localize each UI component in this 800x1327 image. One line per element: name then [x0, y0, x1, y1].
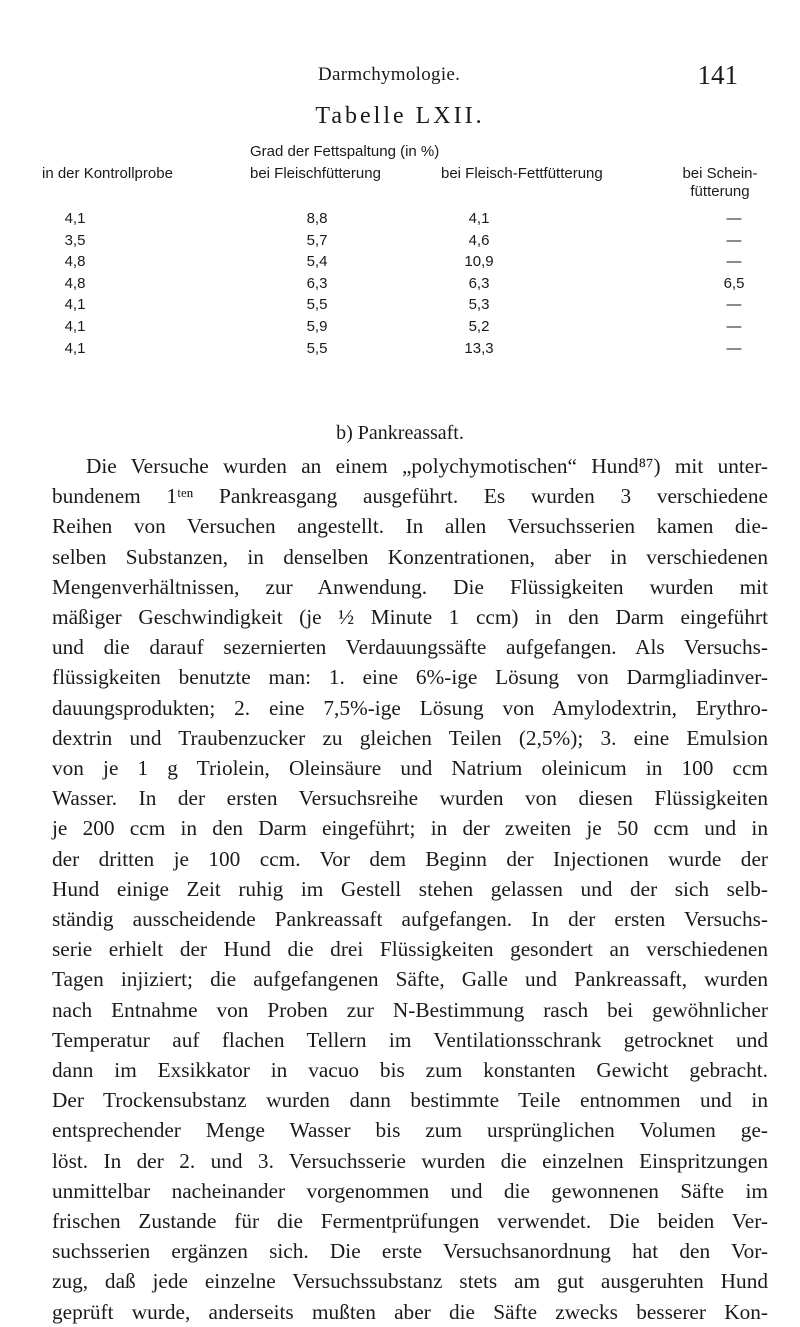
table-cell: 3,5: [64, 231, 86, 249]
table-cell: 4,6: [468, 231, 490, 249]
text-line: Der Trockensubstanz wurden dann bestimmte Teile entnommen und in: [52, 1088, 768, 1113]
table-cell: 6,3: [306, 274, 328, 292]
table-row: [0, 340, 800, 362]
table-cell: —: [726, 296, 742, 314]
table-cell: 4,1: [64, 210, 86, 227]
table-row: [0, 232, 800, 254]
table-cell: —: [726, 318, 742, 335]
text-line: der dritten je 100 ccm. Vor dem Beginn der Injectionen wurde der: [52, 846, 768, 871]
text-line: ständig ausscheidende Pankreassaft aufgefangen. In der ersten Versuchs-: [52, 907, 768, 932]
text-line: dextrin und Traubenzucker zu gleichen Teilen (2,5%); 3. eine Emulsion: [52, 725, 768, 750]
text-line: unmittelbar nacheinander vorgenommen und die gewonnenen Säfte im: [52, 1178, 768, 1203]
text-line: Temperatur auf flachen Tellern im Ventilationsschrank getrocknet und: [52, 1027, 768, 1052]
text-line: Die Versuche wurden an einem „polychymotischen“ Hund⁸⁷) mit unter-: [86, 454, 768, 478]
text-line: von je 1 g Triolein, Oleinsäure und Natrium oleinicum in 100 ccm: [52, 756, 768, 781]
table-cell: 5,5: [306, 339, 328, 357]
table-cell: 5,3: [468, 296, 490, 314]
column-header-sham-feeding: [680, 165, 760, 201]
text-line: Mengenverhältnissen, zur Anwendung. Die Flüssigkeiten wurden mit: [52, 574, 768, 599]
text-line: suchsserien ergänzen sich. Die erste Versuchsanordnung hat den Vor-: [52, 1239, 768, 1264]
table-cell: —: [726, 231, 742, 249]
table-row: [0, 318, 800, 340]
text-line: dann im Exsikkator in vacuo bis zum konstanten Gewicht gebracht.: [52, 1058, 768, 1083]
column-header-meat-feeding: bei Fleischfütterung: [250, 165, 381, 182]
text-line: geprüft wurde, anderseits mußten aber die Säfte zwecks besserer Kon-: [52, 1299, 768, 1324]
table-cell: 4,1: [468, 210, 490, 227]
text-line: entsprechender Menge Wasser bis zum ursprünglichen Volumen ge-: [52, 1118, 768, 1143]
text-line: je 200 ccm in den Darm eingeführt; in der zweiten je 50 ccm und in: [52, 816, 768, 841]
text-line: mäßiger Geschwindigkeit (je ½ Minute 1 ccm) in den Darm eingeführt: [52, 605, 768, 630]
text-line: flüssigkeiten benutzte man: 1. eine 6%-ige Lösung von Darmgliadinver-: [52, 665, 768, 690]
column-header-meat-fat-feeding: bei Fleisch-Fettfütterung: [441, 165, 603, 182]
table-cell: 6,5: [723, 274, 745, 292]
page-header: [318, 60, 738, 90]
table-cell: 4,1: [64, 339, 86, 357]
table-cell: 4,8: [64, 253, 86, 271]
text-line: selben Substanzen, in denselben Konzentrationen, aber in verschiedenen: [52, 544, 768, 569]
table-row: [0, 210, 800, 232]
table-cell: 5,7: [306, 231, 328, 249]
table-cell: 13,3: [464, 339, 494, 357]
table-cell: 5,2: [468, 318, 490, 335]
text-line: serie erhielt der Hund die drei Flüssigkeiten gesondert an verschiedenen: [52, 937, 768, 962]
text-line: dauungsprodukten; 2. eine 7,5%-ige Lösung von Amylodextrin, Erythro-: [52, 695, 768, 720]
body-paragraph: [52, 451, 768, 1327]
table-cell: —: [726, 210, 742, 227]
text-line: frischen Zustande für die Fermentprüfungen verwendet. Die beiden Ver-: [52, 1209, 768, 1234]
text-line: zug, daß jede einzelne Versuchssubstanz stets am gut ausgeruhten Hund: [52, 1269, 768, 1294]
column-header-control: in der Kontrollprobe: [42, 165, 173, 182]
text-line: Wasser. In der ersten Versuchsreihe wurden von diesen Flüssigkeiten: [52, 786, 768, 811]
column-header-sham-feeding-text: bei Schein- fütterung: [682, 165, 758, 200]
table-cell: —: [726, 253, 742, 271]
table-row: [0, 275, 800, 297]
table-cell: 4,1: [64, 296, 86, 314]
table-cell: 4,8: [64, 274, 86, 292]
section-heading: b) Pankreassaft.: [336, 422, 464, 444]
table-row: [0, 253, 800, 275]
table-cell: 10,9: [464, 253, 494, 271]
table-cell: 8,8: [306, 210, 328, 227]
table-cell: 5,4: [306, 253, 328, 271]
table-group-header: Grad der Fettspaltung (in %): [250, 143, 440, 160]
text-line: Tagen injiziert; die aufgefangenen Säfte, Galle und Pankreassaft, wurden: [52, 967, 768, 992]
table-cell: 5,5: [306, 296, 328, 314]
text-line: bundenem 1ᵗᵉⁿ Pankreasgang ausgeführt. Es wurden 3 verschiedene: [52, 484, 768, 509]
table-cell: 5,9: [306, 318, 328, 335]
text-line: Hund einige Zeit ruhig im Gestell stehen gelassen und der sich selb-: [52, 876, 768, 901]
running-head: Darmchymologie.: [318, 64, 461, 85]
table-row: [0, 296, 800, 318]
table-cell: —: [726, 339, 742, 357]
table-title: Tabelle LXII.: [315, 103, 485, 129]
table-cell: 4,1: [64, 318, 86, 335]
text-line: und die darauf sezernierten Verdauungssäfte aufgefangen. Als Versuchs-: [52, 635, 768, 660]
table-cell: 6,3: [468, 274, 490, 292]
text-line: Reihen von Versuchen angestellt. In allen Versuchsserien kamen die-: [52, 514, 768, 539]
text-line: löst. In der 2. und 3. Versuchsserie wurden die einzelnen Einspritzungen: [52, 1148, 768, 1173]
text-line: nach Entnahme von Proben zur N-Bestimmung rasch bei gewöhnlicher: [52, 997, 768, 1022]
page-number: 141: [697, 60, 738, 90]
